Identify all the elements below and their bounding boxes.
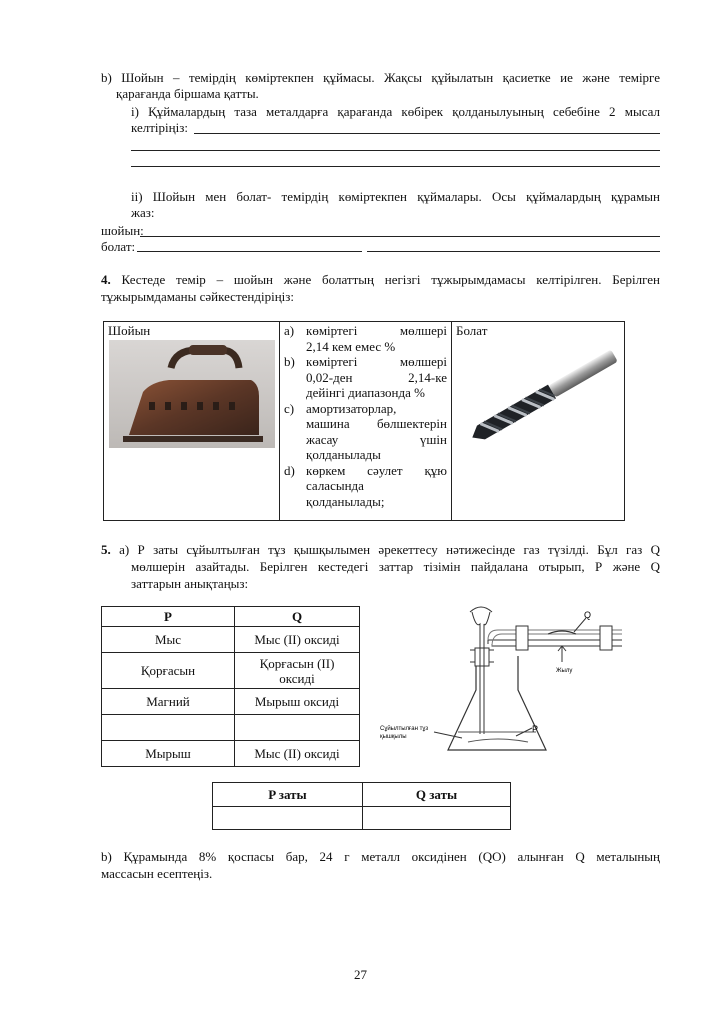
q3b-i-line2: келтіріңіз:	[131, 120, 188, 135]
answer-header-p: P заты	[213, 783, 363, 807]
diagram-label-acid-1: Сұйылтылған тұз	[380, 726, 429, 732]
table-row: Қорғасын Қорғасын (II) оксиді	[102, 653, 360, 689]
q5-answer-table	[212, 782, 511, 830]
bolat-answer-line[interactable]	[137, 251, 362, 252]
q5-header-p: P	[102, 607, 235, 627]
answer-header-q: Q заты	[363, 783, 511, 807]
diagram-label-acid-2: қышқылы	[380, 734, 407, 740]
q4-statement-list	[284, 323, 447, 509]
diagram-label-heat: Жылу	[556, 668, 573, 674]
table-row: Мыс Мыс (II) оксиді	[102, 627, 360, 653]
q4-cell-statements	[280, 322, 452, 521]
q3b-ii-line1: ii) Шойын мен болат- темірдің көміртекпен құймалары. Осы құймалардың құрамын	[131, 189, 660, 204]
shoyin-label: шойын:	[101, 223, 144, 238]
table-row: Мырыш Мыс (II) оксиді	[102, 741, 360, 767]
apparatus-diagram	[372, 604, 634, 772]
q4-statement-d: d) көркем сәулет құю саласында қолданылады;	[284, 462, 447, 509]
q4-text-line2: тұжырымдаманы сәйкестендіріңіз:	[101, 289, 295, 304]
q4-statement-b: b) көміртегі мөлшері 0,02-ден 2,14-ке дейінгі диапазонда %	[284, 354, 447, 400]
q5-number: 5.	[101, 542, 111, 557]
q5-a-line2: мөлшерін азайтады. Берілген кестедегі заттар тізімін пайдалана отырып, Р және Q	[131, 559, 660, 574]
q4-statement-a: a) көміртегі мөлшері 2,14 кем емес %	[284, 323, 447, 354]
table-row	[213, 807, 511, 830]
q4-number: 4.	[101, 272, 111, 287]
q3b-line2: қарағанда біршама қатты.	[116, 86, 259, 101]
q4-col-left-label: Шойын	[108, 323, 151, 338]
q5-a-line1: 5. a) Р заты сұйылтылған тұз қышқылымен әрекеттесу нәтижесінде газ түзілді. Бұл газ Q	[101, 542, 661, 557]
shoyin-answer-line[interactable]	[362, 236, 660, 237]
answer-cell-p[interactable]	[213, 807, 363, 830]
q5-header-q: Q	[235, 607, 360, 627]
q4-cell-shoyin	[104, 322, 280, 521]
q3b-line1: b) Шойын – темірдің көміртекпен құймасы. Жақсы құйылатын қасиетке ие және темірге	[101, 70, 660, 85]
q4-col-right-label: Болат	[456, 323, 488, 338]
q4-statement-c: c) амортизаторлар, машина бөлшектерін жасау үшін қолданылады	[284, 400, 447, 462]
q3b-i-line1: i) Құймалардың таза металдарға қарағанда көбірек қолданылуының себебіне 2 мысал	[131, 104, 660, 119]
diagram-label-p: P	[532, 724, 539, 734]
q4-text: Кестеде темір – шойын және болаттың негізгі тұжырымдамасы келтірілген. Берілген	[121, 272, 660, 287]
answer-line[interactable]	[131, 166, 660, 167]
q4-table	[103, 321, 625, 521]
shoyin-answer-line[interactable]	[140, 236, 362, 237]
q5-b-line1: b) Құрамында 8% қоспасы бар, 24 г металл оксидінен (QO) алынған Q металының	[101, 849, 660, 864]
answer-line[interactable]	[194, 133, 660, 134]
bolat-label: болат:	[101, 239, 136, 254]
answer-line[interactable]	[131, 150, 660, 151]
q5-b-line2: массасын есептеңіз.	[101, 866, 213, 881]
cast-iron-iron-image	[109, 340, 275, 448]
q3b-ii-line2: жаз:	[131, 205, 155, 220]
steel-drill-bit-image	[454, 344, 624, 454]
table-row	[102, 715, 360, 741]
diagram-label-q: Q	[584, 610, 592, 620]
q4-text-line1	[101, 272, 660, 288]
answer-cell-q[interactable]	[363, 807, 511, 830]
q5-a-line3: заттарын анықтаңыз:	[131, 576, 249, 591]
table-row: Магний Мырыш оксиді	[102, 689, 360, 715]
page-number: 27	[354, 967, 367, 982]
q5-pq-table	[101, 606, 360, 767]
bolat-answer-line[interactable]	[367, 251, 660, 252]
q4-cell-bolat	[452, 322, 625, 521]
